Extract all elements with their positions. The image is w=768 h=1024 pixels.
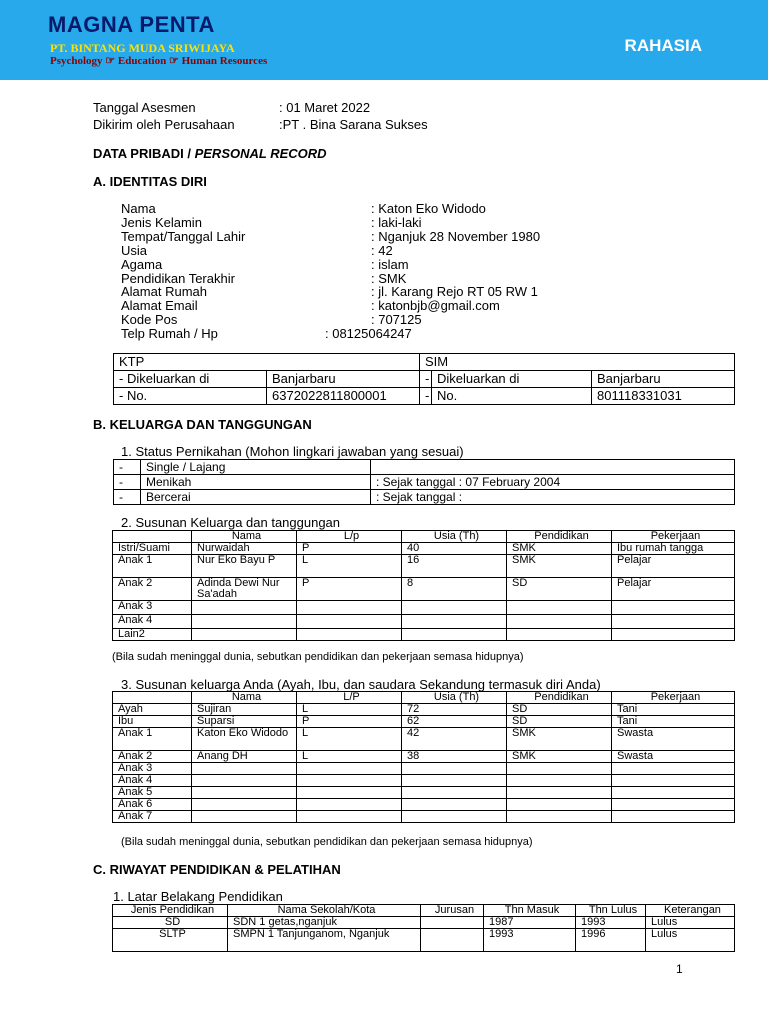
table-row xyxy=(114,475,735,490)
table-cell: 38 xyxy=(402,751,507,763)
table-cell xyxy=(402,775,507,787)
ktp-number-value: 6372022811800001 xyxy=(267,388,420,405)
table-cell xyxy=(612,629,735,641)
page-number: 1 xyxy=(676,962,683,976)
table-cell: 1993 xyxy=(484,929,576,952)
identity-value: : jl. Karang Rejo RT 05 RW 1 xyxy=(371,284,538,300)
meta-value-1: :PT . Bina Sarana Sukses xyxy=(279,117,428,132)
table-cell: Anak 2 xyxy=(113,578,192,601)
identity-label: Tempat/Tanggal Lahir xyxy=(121,228,246,244)
table-cell: SD xyxy=(113,917,228,929)
table-cell: Anak 7 xyxy=(113,811,192,823)
meta-label-0: Tanggal Asesmen xyxy=(93,100,196,115)
table-row xyxy=(113,578,735,601)
identity-heading: A. IDENTITAS DIRI xyxy=(93,174,207,189)
table-cell: 1987 xyxy=(484,917,576,929)
family-table-note: (Bila sudah meninggal dunia, sebutkan pendidikan dan pekerjaan semasa hidupnya) xyxy=(112,651,524,663)
table-row xyxy=(113,787,735,799)
identity-value: : 707125 xyxy=(371,312,422,328)
table-cell xyxy=(192,763,297,775)
table-cell xyxy=(192,615,297,629)
table-cell xyxy=(402,799,507,811)
sim-issued-label: Dikeluarkan di xyxy=(432,371,592,388)
table-cell xyxy=(192,799,297,811)
table-cell xyxy=(612,811,735,823)
table-cell xyxy=(507,799,612,811)
table-cell: Anak 4 xyxy=(113,775,192,787)
identity-label: Jenis Kelamin xyxy=(121,214,202,230)
table-cell: 16 xyxy=(402,555,507,578)
table-cell: Anak 2 xyxy=(113,751,192,763)
table-cell: 42 xyxy=(402,728,507,751)
table-cell: SMK xyxy=(507,543,612,555)
meta-value-0: : 01 Maret 2022 xyxy=(279,100,371,115)
table-cell: Swasta xyxy=(612,751,735,763)
table-cell: SMK xyxy=(507,751,612,763)
table-cell xyxy=(507,775,612,787)
table-cell: SD xyxy=(507,578,612,601)
table-cell xyxy=(612,799,735,811)
identity-value: : 42 xyxy=(371,242,393,258)
identity-label: Alamat Rumah xyxy=(121,284,207,300)
family-table-title: 2. Susunan Keluarga dan tanggungan xyxy=(121,515,341,530)
table-cell xyxy=(612,775,735,787)
siblings-table-title: 3. Susunan keluarga Anda (Ayah, Ibu, dan saudara Sekandung termasuk diri Anda) xyxy=(121,677,601,692)
table-cell xyxy=(612,601,735,615)
table-cell xyxy=(612,787,735,799)
table-cell: Suparsi xyxy=(192,716,297,728)
status-dash: - xyxy=(114,460,141,475)
ktp-header: KTP xyxy=(114,354,420,371)
company-name: PT. BINTANG MUDA SRIWIJAYA xyxy=(50,41,235,55)
table-header-row xyxy=(113,531,735,543)
table-cell: SDN 1 getas,nganjuk xyxy=(228,917,421,929)
column-header: L/p xyxy=(297,531,402,543)
identity-value: : SMK xyxy=(371,270,407,286)
table-cell xyxy=(192,629,297,641)
siblings-table xyxy=(112,691,735,823)
ktp-issued-value: Banjarbaru xyxy=(267,371,420,388)
family-heading: B. KELUARGA DAN TANGGUNGAN xyxy=(93,417,312,432)
status-dash: - xyxy=(114,475,141,490)
table-cell: 8 xyxy=(402,578,507,601)
column-header: Jurusan xyxy=(421,905,484,917)
table-cell: Istri/Suami xyxy=(113,543,192,555)
table-cell: P xyxy=(297,716,402,728)
status-label: Single / Lajang xyxy=(141,460,371,475)
brand-name: MAGNA PENTA xyxy=(48,12,215,37)
column-header: Pendidikan xyxy=(507,531,612,543)
column-header: Keterangan xyxy=(646,905,735,917)
header-blank xyxy=(113,692,192,704)
table-cell xyxy=(507,601,612,615)
table-row xyxy=(113,799,735,811)
table-row xyxy=(113,763,735,775)
table-header-row xyxy=(113,905,735,917)
table-cell xyxy=(297,763,402,775)
table-cell xyxy=(192,787,297,799)
status-value xyxy=(371,460,735,475)
status-value: : Sejak tanggal : xyxy=(371,490,735,505)
table-cell: 40 xyxy=(402,543,507,555)
column-header: Thn Masuk xyxy=(484,905,576,917)
sim-header: SIM xyxy=(420,354,735,371)
family-dependents-table xyxy=(112,530,735,641)
table-cell xyxy=(297,601,402,615)
table-cell: Anak 6 xyxy=(113,799,192,811)
table-cell: Sujiran xyxy=(192,704,297,716)
table-cell: SLTP xyxy=(113,929,228,952)
sim-dash: - xyxy=(420,388,432,405)
identity-label: Usia xyxy=(121,242,148,258)
table-cell xyxy=(507,763,612,775)
table-cell: Anak 4 xyxy=(113,615,192,629)
table-cell: Pelajar xyxy=(612,578,735,601)
table-header-row xyxy=(113,692,735,704)
column-header: Usia (Th) xyxy=(402,692,507,704)
table-row xyxy=(114,490,735,505)
column-header: Usia (Th) xyxy=(402,531,507,543)
table-cell: Ibu xyxy=(113,716,192,728)
table-row xyxy=(113,917,735,929)
identity-value: : laki-laki xyxy=(371,214,422,230)
identity-value: : Nganjuk 28 November 1980 xyxy=(371,228,541,244)
id-documents-table xyxy=(113,353,735,405)
table-cell xyxy=(421,917,484,929)
identity-label: Nama xyxy=(121,201,156,216)
table-cell: SD xyxy=(507,704,612,716)
status-value: : Sejak tanggal : 07 February 2004 xyxy=(371,475,735,490)
section-title-italic: PERSONAL RECORD xyxy=(194,146,327,161)
table-row xyxy=(113,629,735,641)
table-cell: L xyxy=(297,704,402,716)
table-row xyxy=(113,615,735,629)
table-cell xyxy=(297,629,402,641)
status-label: Menikah xyxy=(141,475,371,490)
table-cell xyxy=(192,811,297,823)
status-dash: - xyxy=(114,490,141,505)
identity-value: : katonbjb@gmail.com xyxy=(371,298,500,314)
ktp-issued-label: - Dikeluarkan di xyxy=(114,371,267,388)
table-row xyxy=(114,354,735,371)
table-cell: Katon Eko Widodo xyxy=(192,728,297,751)
table-cell: SMK xyxy=(507,728,612,751)
table-cell: Tani xyxy=(612,704,735,716)
table-row xyxy=(113,811,735,823)
table-cell xyxy=(507,629,612,641)
table-cell: Nur Eko Bayu P xyxy=(192,555,297,578)
table-cell xyxy=(402,811,507,823)
table-cell xyxy=(612,615,735,629)
status-label: Bercerai xyxy=(141,490,371,505)
column-header: Nama xyxy=(192,692,297,704)
table-row xyxy=(113,704,735,716)
column-header: Jenis Pendidikan xyxy=(113,905,228,917)
phone-value: : 08125064247 xyxy=(325,326,412,341)
table-cell: Anak 5 xyxy=(113,787,192,799)
column-header: Nama Sekolah/Kota xyxy=(228,905,421,917)
identity-label: Kode Pos xyxy=(121,312,178,328)
column-header: Pekerjaan xyxy=(612,531,735,543)
table-cell xyxy=(402,629,507,641)
siblings-table-note: (Bila sudah meninggal dunia, sebutkan pendidikan dan pekerjaan semasa hidupnya) xyxy=(121,836,533,848)
table-cell: Lain2 xyxy=(113,629,192,641)
table-cell xyxy=(402,787,507,799)
table-cell: Anak 1 xyxy=(113,728,192,751)
section-title-main: DATA PRIBADI / xyxy=(93,146,195,161)
company-tagline: Psychology ☞ Education ☞ Human Resources xyxy=(50,55,268,67)
table-cell: L xyxy=(297,728,402,751)
table-row xyxy=(113,775,735,787)
classification-label: RAHASIA xyxy=(624,36,702,55)
table-cell: 62 xyxy=(402,716,507,728)
table-cell: Adinda Dewi Nur Sa'adah xyxy=(192,578,297,601)
table-cell: 72 xyxy=(402,704,507,716)
table-row xyxy=(114,371,735,388)
sim-issued-value: Banjarbaru xyxy=(592,371,735,388)
table-cell: P xyxy=(297,543,402,555)
phone-label: Telp Rumah / Hp xyxy=(121,326,218,341)
table-cell: 1996 xyxy=(576,929,646,952)
education-heading: C. RIWAYAT PENDIDIKAN & PELATIHAN xyxy=(93,862,341,877)
table-cell xyxy=(297,799,402,811)
table-cell xyxy=(297,775,402,787)
table-cell: Anak 3 xyxy=(113,601,192,615)
table-row xyxy=(113,555,735,578)
column-header: Thn Lulus xyxy=(576,905,646,917)
table-cell: SMPN 1 Tanjunganom, Nganjuk xyxy=(228,929,421,952)
table-cell: Ayah xyxy=(113,704,192,716)
identity-value: : Katon Eko Widodo xyxy=(371,201,486,216)
table-cell: Anak 3 xyxy=(113,763,192,775)
table-row xyxy=(114,388,735,405)
header-blank xyxy=(113,531,192,543)
table-cell: L xyxy=(297,751,402,763)
identity-label: Alamat Email xyxy=(121,298,198,314)
column-header: Pendidikan xyxy=(507,692,612,704)
table-row xyxy=(113,543,735,555)
table-cell: P xyxy=(297,578,402,601)
table-row xyxy=(113,929,735,952)
table-row xyxy=(113,716,735,728)
table-cell xyxy=(421,929,484,952)
table-cell xyxy=(507,811,612,823)
table-cell: Ibu rumah tangga xyxy=(612,543,735,555)
marital-status-title: 1. Status Pernikahan (Mohon lingkari jawaban yang sesuai) xyxy=(121,444,464,459)
table-cell xyxy=(297,811,402,823)
table-cell xyxy=(402,601,507,615)
sim-dash: - xyxy=(420,371,432,388)
education-table-title: 1. Latar Belakang Pendidikan xyxy=(113,889,283,904)
table-cell xyxy=(192,775,297,787)
table-cell xyxy=(402,763,507,775)
table-cell: Tani xyxy=(612,716,735,728)
table-cell: SD xyxy=(507,716,612,728)
table-cell xyxy=(507,787,612,799)
table-row xyxy=(113,601,735,615)
table-row xyxy=(113,751,735,763)
table-cell: Pelajar xyxy=(612,555,735,578)
table-cell: Lulus xyxy=(646,929,735,952)
identity-label: Agama xyxy=(121,256,163,272)
column-header: Pekerjaan xyxy=(612,692,735,704)
table-cell xyxy=(192,601,297,615)
column-header: Nama xyxy=(192,531,297,543)
table-cell xyxy=(507,615,612,629)
table-cell xyxy=(297,787,402,799)
meta-label-1: Dikirim oleh Perusahaan xyxy=(93,117,235,132)
table-row xyxy=(114,460,735,475)
section-title xyxy=(93,147,327,161)
sim-number-value: 801118331031 xyxy=(592,388,735,405)
table-cell: Swasta xyxy=(612,728,735,751)
table-cell xyxy=(402,615,507,629)
table-cell: Nurwaidah xyxy=(192,543,297,555)
education-table xyxy=(112,904,735,952)
sim-number-label: No. xyxy=(432,388,592,405)
table-cell xyxy=(297,615,402,629)
table-cell: L xyxy=(297,555,402,578)
table-cell xyxy=(612,763,735,775)
table-cell: Anang DH xyxy=(192,751,297,763)
table-cell: SMK xyxy=(507,555,612,578)
identity-value: : islam xyxy=(371,256,409,272)
marital-status-table xyxy=(113,459,735,505)
table-cell: 1993 xyxy=(576,917,646,929)
identity-label: Pendidikan Terakhir xyxy=(121,270,235,286)
table-cell: Anak 1 xyxy=(113,555,192,578)
table-cell: Lulus xyxy=(646,917,735,929)
letterhead-banner xyxy=(0,0,768,80)
table-row xyxy=(113,728,735,751)
ktp-number-label: - No. xyxy=(114,388,267,405)
column-header: L/P xyxy=(297,692,402,704)
